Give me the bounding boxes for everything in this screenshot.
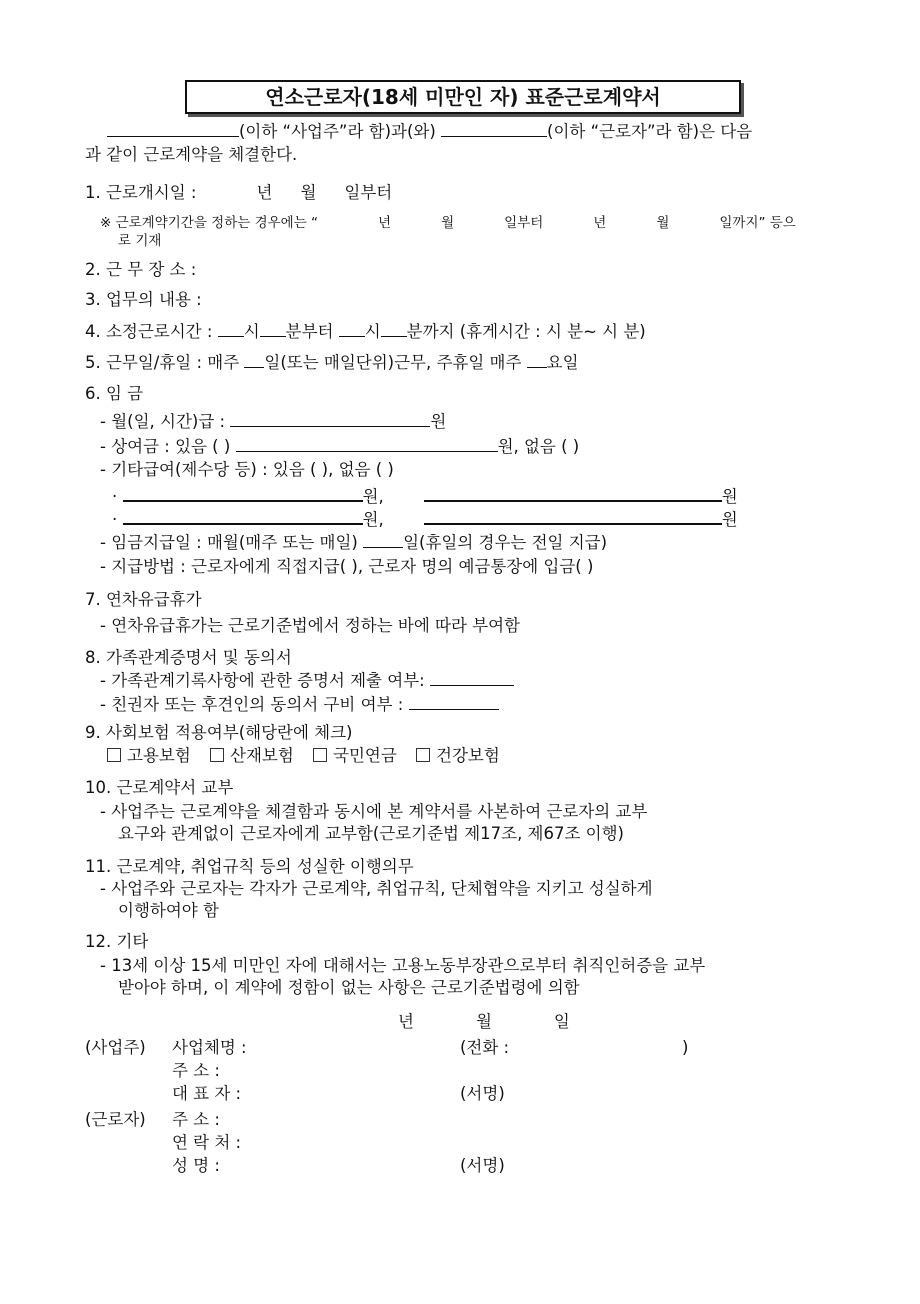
intro-line-2: 과 같이 근로계약을 체결한다. (85, 145, 298, 164)
employer-phone-end: ) (682, 1038, 689, 1057)
s1-year: 년 (256, 183, 273, 202)
payday-blank[interactable] (363, 531, 403, 548)
s6-bonus-end: 원, 없음 ( ) (497, 437, 580, 456)
won: 원, (362, 487, 384, 506)
checkbox-industrial-accident-insurance[interactable] (210, 748, 224, 762)
s1-note-year2: 년 (593, 215, 607, 231)
section-12: 12. 기타 (85, 932, 149, 951)
s8-b-text: - 친권자 또는 후견인의 동의서 구비 여부 : (100, 695, 404, 714)
section-11: 11. 근로계약, 취업규칙 등의 성실한 이행의무 (85, 857, 414, 876)
intro-text-b: (이하 “근로자”라 함)은 다음 (547, 122, 753, 141)
won: 원 (721, 510, 738, 529)
s8-a-text: - 가족관계기록사항에 관한 증명서 제출 여부: (100, 671, 425, 690)
end-minute-blank[interactable] (381, 320, 407, 337)
bullet: · (112, 487, 118, 506)
s1-note-from: 일부터 (504, 215, 544, 231)
worker-signature[interactable]: (서명) (460, 1156, 505, 1175)
employer-company-name: 사업체명 : (172, 1038, 247, 1057)
start-hour-blank[interactable] (218, 320, 244, 337)
checkbox-health-insurance[interactable] (416, 748, 430, 762)
s1-label: 1. 근로개시일 : (85, 183, 197, 202)
s6-bonus (100, 435, 579, 458)
s1-note-1 (100, 212, 796, 234)
won: 원, (362, 510, 384, 529)
employer-representative: 대 표 자 : (172, 1084, 242, 1103)
s11-a: - 사업주와 근로자는 각자가 근로계약, 취업규칙, 단체협약을 지키고 성실하게 (100, 879, 653, 898)
won: 원 (721, 487, 738, 506)
s1-note-month: 월 (441, 215, 455, 231)
employer-tag: (사업주) (85, 1038, 146, 1057)
other-pay-blank[interactable] (424, 484, 722, 502)
intro-line-1 (85, 120, 752, 143)
employer-address: 주 소 : (172, 1061, 220, 1080)
s6-payday-label: - 임금지급일 : 매월(매주 또는 매일) (100, 533, 358, 552)
section-1 (85, 182, 392, 204)
s9-item: 건강보험 (436, 746, 500, 765)
s1-note-month2: 월 (656, 215, 670, 231)
date-year: 년 (398, 1012, 414, 1031)
other-pay-blank[interactable] (123, 507, 363, 525)
s8-b (100, 693, 499, 716)
date-month: 월 (475, 1012, 492, 1031)
s7-text: - 연차유급휴가는 근로기준법에서 정하는 바에 따라 부여함 (100, 616, 520, 635)
s9-checkboxes (107, 745, 500, 767)
section-3: 3. 업무의 내용 : (85, 290, 202, 309)
other-pay-blank[interactable] (123, 484, 363, 502)
s6-method: - 지급방법 : 근로자에게 직접지급( ), 근로자 명의 예금통장에 입금( ) (100, 557, 594, 576)
s12-a: - 13세 이상 15세 미만인 자에 대해서는 고용노동부장관으로부터 취직인허증을 교부 (100, 956, 706, 975)
worker-contact: 연 락 처 : (172, 1133, 242, 1152)
s5-mid: 일(또는 매일단위)근무, 주휴일 매주 (264, 353, 522, 372)
section-2: 2. 근 무 장 소 : (85, 260, 197, 279)
s9-item: 산재보험 (230, 746, 294, 765)
workdays-blank[interactable] (244, 351, 264, 368)
employer-signature[interactable]: (서명) (460, 1084, 505, 1103)
s1-note-year: 년 (378, 215, 392, 231)
s5-end: 요일 (546, 353, 579, 372)
s4-label: 4. 소정근로시간 : (85, 322, 213, 341)
s1-day: 일부터 (344, 183, 393, 202)
s11-b: 이행하여야 함 (118, 901, 219, 920)
worker-tag: (근로자) (85, 1110, 146, 1129)
s1-note-2: 로 기재 (118, 233, 162, 249)
bonus-blank[interactable] (236, 435, 498, 452)
s6-other-row-2 (112, 507, 738, 531)
s5-label: 5. 근무일/휴일 : 매주 (85, 353, 240, 372)
s4-min2: 분까지 (휴게시간 : 시 분~ 시 분) (406, 322, 646, 341)
section-4 (85, 320, 646, 343)
s6-wage (100, 410, 446, 433)
s12-b: 받아야 하며, 이 계약에 정함이 없는 사항은 근로기준법령에 의함 (118, 978, 580, 997)
s1-note-text: ※ 근로계약기간을 정하는 경우에는 “ (100, 215, 319, 231)
checkbox-national-pension[interactable] (313, 748, 327, 762)
s6-payday (100, 531, 607, 554)
section-8: 8. 가족관계증명서 및 동의서 (85, 648, 292, 667)
section-5 (85, 351, 579, 374)
document-title: 연소근로자(18세 미만인 자) 표준근로계약서 (185, 80, 741, 114)
worker-address: 주 소 : (172, 1110, 220, 1129)
consent-blank[interactable] (409, 693, 499, 710)
checkbox-employment-insurance[interactable] (107, 748, 121, 762)
s6-wage-label: - 월(일, 시간)급 : (100, 412, 226, 431)
s6-payday-end: 일(휴일의 경우는 전일 지급) (403, 533, 608, 552)
worker-blank[interactable] (441, 120, 547, 137)
employer-blank[interactable] (107, 120, 239, 137)
section-7: 7. 연차유급휴가 (85, 590, 202, 609)
section-6: 6. 임 금 (85, 384, 144, 403)
bullet: · (112, 510, 118, 529)
s6-other-row-1 (112, 484, 738, 508)
s10-b: 요구와 관계없이 근로자에게 교부함(근로기준법 제17조, 제67조 이행) (118, 824, 624, 843)
s1-month: 월 (300, 183, 317, 202)
s9-item: 국민연금 (333, 746, 397, 765)
s4-min1: 분부터 (285, 322, 334, 341)
start-minute-blank[interactable] (260, 320, 286, 337)
date-day: 일 (553, 1012, 570, 1031)
s1-note-to: 일까지” 등으 (719, 215, 796, 231)
s6-other: - 기타급여(제수당 등) : 있음 ( ), 없음 ( ) (100, 460, 394, 479)
holiday-blank[interactable] (527, 351, 547, 368)
intro-text-a: (이하 “사업주”라 함)과(와) (239, 122, 436, 141)
sign-date (398, 1011, 570, 1033)
section-10: 10. 근로계약서 교부 (85, 778, 234, 797)
wage-blank[interactable] (230, 410, 430, 427)
family-cert-blank[interactable] (430, 669, 514, 686)
s10-a: - 사업주는 근로계약을 체결함과 동시에 본 계약서를 사본하여 근로자의 교부 (100, 802, 648, 821)
section-9: 9. 사회보험 적용여부(해당란에 체크) (85, 723, 353, 742)
worker-name: 성 명 : (172, 1156, 220, 1175)
s4-hour2: 시 (364, 322, 381, 341)
s9-item: 고용보험 (127, 746, 191, 765)
end-hour-blank[interactable] (339, 320, 365, 337)
s6-won: 원 (430, 412, 447, 431)
s6-bonus-label: - 상여금 : 있음 ( ) (100, 437, 231, 456)
s8-a (100, 669, 514, 692)
other-pay-blank[interactable] (424, 507, 722, 525)
employer-phone: (전화 : (460, 1038, 510, 1057)
s4-hour1: 시 (243, 322, 260, 341)
